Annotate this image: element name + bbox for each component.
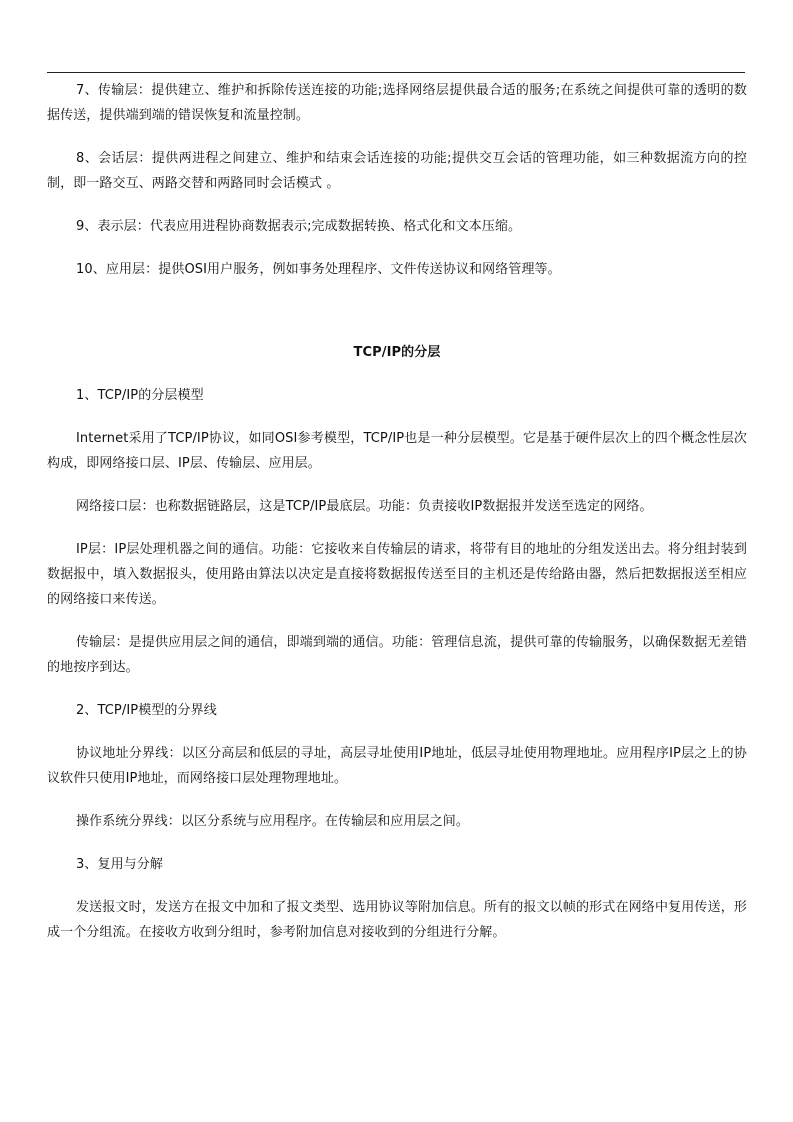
paragraph: 操作系统分界线：以区分系统与应用程序。在传输层和应用层之间。 bbox=[76, 814, 470, 829]
document-body bbox=[47, 78, 747, 945]
header-rule bbox=[47, 72, 745, 73]
subsection-title: 1、TCP/IP的分层模型 bbox=[76, 388, 204, 403]
osi-item-transport: 7、传输层：提供建立、维护和拆除传送连接的功能;选择网络层提供最合适的服务;在系统之间提供可靠的透明的数据传送，提供端到端的错误恢复和流量控制。 bbox=[47, 83, 747, 123]
osi-item-application: 10、应用层：提供OSI用户服务，例如事务处理程序、文件传送协议和网络管理等。 bbox=[76, 262, 561, 277]
paragraph: 协议地址分界线：以区分高层和低层的寻址，高层寻址使用IP地址，低层寻址使用物理地址。应用程序IP层之上的协议软件只使用IP地址，而网络接口层处理物理地址。 bbox=[47, 746, 747, 786]
subsection-title: 2、TCP/IP模型的分界线 bbox=[76, 703, 217, 718]
section-title: TCP/IP的分层 bbox=[353, 345, 441, 360]
paragraph: 传输层：是提供应用层之间的通信，即端到端的通信。功能：管理信息流，提供可靠的传输服务，以确保数据无差错的地按序到达。 bbox=[47, 635, 747, 675]
paragraph: IP层：IP层处理机器之间的通信。功能：它接收来自传输层的请求，将带有目的地址的分组发送出去。将分组封装到数据报中，填入数据报头，使用路由算法以决定是直接将数据报传送至目的主机还是传给路由器，然后把数据报送至相应的网络接口来传送。 bbox=[47, 542, 747, 607]
subsection-title: 3、复用与分解 bbox=[76, 857, 163, 872]
osi-item-session: 8、会话层：提供两进程之间建立、维护和结束会话连接的功能;提供交互会话的管理功能，如三种数据流方向的控制，即一路交互、两路交替和两路同时会话模式 。 bbox=[47, 151, 747, 191]
paragraph: 发送报文时，发送方在报文中加和了报文类型、选用协议等附加信息。所有的报文以帧的形式在网络中复用传送，形成一个分组流。在接收方收到分组时，参考附加信息对接收到的分组进行分解。 bbox=[47, 900, 747, 940]
paragraph: Internet采用了TCP/IP协议，如同OSI参考模型，TCP/IP也是一种分层模型。它是基于硬件层次上的四个概念性层次构成，即网络接口层、IP层、传输层、应用层。 bbox=[47, 431, 747, 471]
osi-item-presentation: 9、表示层：代表应用进程协商数据表示;完成数据转换、格式化和文本压缩。 bbox=[76, 219, 522, 234]
paragraph: 网络接口层：也称数据链路层，这是TCP/IP最底层。功能：负责接收IP数据报并发送至选定的网络。 bbox=[76, 499, 653, 514]
